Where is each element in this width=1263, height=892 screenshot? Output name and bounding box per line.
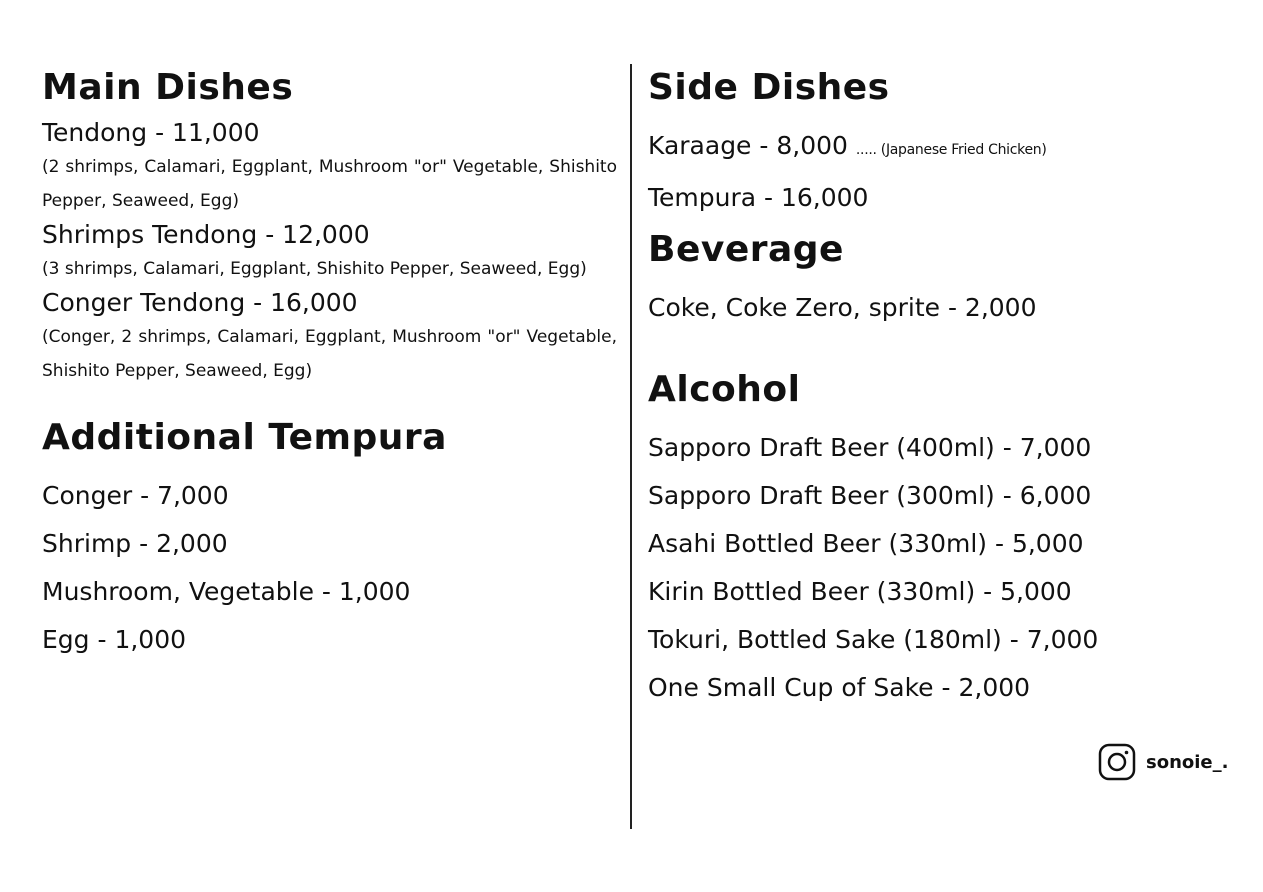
menu-item-shrimp: Shrimp - 2,000 <box>42 529 228 558</box>
menu-item-karaage <box>648 122 1208 174</box>
menu-item-tendong <box>42 116 617 218</box>
main-dishes-heading: Main Dishes <box>42 67 294 108</box>
menu-item-mushroom-vegetable: Mushroom, Vegetable - 1,000 <box>42 577 411 606</box>
menu-item-sapporo-300: Sapporo Draft Beer (300ml) - 6,000 <box>648 481 1092 510</box>
menu-item-description: (Conger, 2 shrimps, Calamari, Eggplant, Mushroom "or" Vegetable, Shishito Pepper, Seaweed, Egg) <box>42 327 617 381</box>
menu-item-soft-drinks: Coke, Coke Zero, sprite - 2,000 <box>648 293 1037 322</box>
menu-item-shrimps-tendong <box>42 218 617 286</box>
beverage-heading: Beverage <box>648 229 844 270</box>
menu-item-conger: Conger - 7,000 <box>42 481 229 510</box>
right-column <box>648 60 1208 712</box>
side-dishes-heading: Side Dishes <box>648 67 890 108</box>
column-divider <box>630 64 632 829</box>
menu-item-name: Shrimps Tendong - 12,000 <box>42 220 370 249</box>
menu-item-name: Karaage - 8,000 <box>648 131 848 160</box>
menu-item-tokuri: Tokuri, Bottled Sake (180ml) - 7,000 <box>648 625 1099 654</box>
menu-item-name: Tendong - 11,000 <box>42 118 260 147</box>
left-column <box>42 60 617 664</box>
menu-item-egg: Egg - 1,000 <box>42 625 187 654</box>
menu-item-asahi: Asahi Bottled Beer (330ml) - 5,000 <box>648 529 1084 558</box>
menu-item-sapporo-400: Sapporo Draft Beer (400ml) - 7,000 <box>648 433 1092 462</box>
menu-item-tempura: Tempura - 16,000 <box>648 183 869 212</box>
instagram-icon <box>1098 743 1136 781</box>
alcohol-heading: Alcohol <box>648 369 801 410</box>
menu-item-kirin: Kirin Bottled Beer (330ml) - 5,000 <box>648 577 1072 606</box>
menu-item-conger-tendong <box>42 286 617 388</box>
instagram-handle: sonoie_. <box>1146 751 1229 773</box>
menu-item-description: (3 shrimps, Calamari, Eggplant, Shishito Pepper, Seaweed, Egg) <box>42 259 587 279</box>
instagram-link[interactable] <box>1098 743 1228 781</box>
menu-item-small-cup-sake: One Small Cup of Sake - 2,000 <box>648 673 1031 702</box>
menu-item-name: Conger Tendong - 16,000 <box>42 288 358 317</box>
additional-tempura-heading: Additional Tempura <box>42 417 447 458</box>
menu-item-description: (2 shrimps, Calamari, Eggplant, Mushroom "or" Vegetable, Shishito Pepper, Seaweed, Egg) <box>42 157 617 211</box>
menu-item-note: ..... (Japanese Fried Chicken) <box>855 142 1047 158</box>
